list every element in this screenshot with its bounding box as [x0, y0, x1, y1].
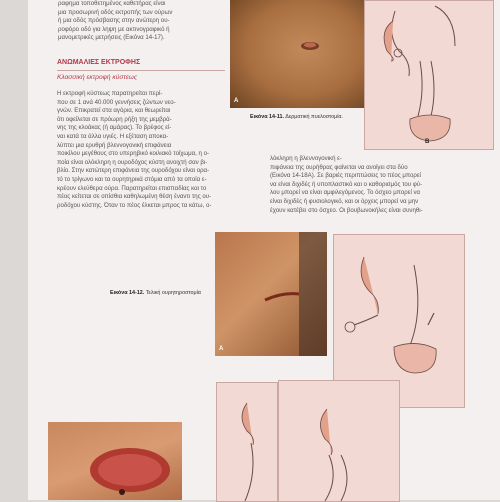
- exstrophy-illustration: [48, 422, 182, 500]
- text-line: ή μια οδός πρόσβασης στην ανώτερη ου-: [58, 17, 170, 25]
- subsection-title: Κλασσική εκτροφή κύστεως: [57, 74, 138, 81]
- text-line: τό το τρίγωνο και τα ουρητηρικά στόμια από τα οποία ε-: [57, 175, 207, 183]
- urinary-diagram: [279, 381, 399, 501]
- text-line: (Εικόνα 14-18Α). Σε βαριές περιπτώσεις το πέος μπορεί: [270, 172, 421, 180]
- photo-letter: A: [234, 98, 239, 104]
- caption-label: Εικόνα 14-12.: [110, 290, 145, 296]
- text-line: γνών. Επικρατεί στα αγόρια, και θεωρείται: [57, 107, 171, 115]
- text-line: να είναι διχιδές ή υποπλαστικό και ο καθορισμός του φύ-: [270, 180, 423, 188]
- text-line: κρέουν ελεύθερα ούρα. Παρατηρείται επισπαδίας και το: [57, 184, 207, 192]
- text-line: ροδόχου κύστης. Όταν το πέος έλκεται μπρος τα κάτω, ο-: [57, 201, 212, 209]
- text-line: βλίο. Στην κατώτερη επιφάνεια της ουροδόχου είναι ορα-: [57, 167, 210, 175]
- stoma-illustration: [215, 232, 327, 356]
- text-line: λύπτει μια ερυθρή βλεννογονική επιφάνεια: [57, 141, 172, 149]
- text-line: πέος κείτεται σε οπίσθια καθηλωμένη θέση έναντι της ου-: [57, 193, 212, 201]
- figure-13-diagram-b: [278, 380, 400, 502]
- caption-text: Τελική ουρητηροστομία: [145, 290, 201, 296]
- caption-text: Δερματική πυελοστομία.: [285, 114, 344, 120]
- text-line: είναι διχιδές ή φυσιολογικό, και οι όρχεις μπορεί να μην: [270, 197, 419, 205]
- figure-11-caption: [250, 114, 343, 120]
- text-line: ροφόρο οδό για ληψη με ακτινογραφικό ή: [58, 25, 170, 33]
- text-line: πιφάνεια της ουρήθρας φαίνεται να ανοίγει στα δύο: [270, 163, 408, 171]
- body-paragraph-right: [270, 155, 500, 215]
- text-line: Η εκτροφή κύστεως παρατηρείται περί-: [57, 90, 163, 97]
- figure-12-photo: [215, 232, 327, 356]
- text-line: ότι οφείλεται σε πρόωρη ρήξη της μεμβρά-: [57, 115, 172, 123]
- text-line: ραφημα τοποθετημένος καθετήρας είναι: [58, 0, 166, 7]
- text-line: ποικίλου μεγέθους στο υπερηβικό κοιλιακό τοίχωμα, η ο-: [57, 150, 210, 158]
- figure-13-diagram-a: [216, 382, 278, 502]
- intro-paragraph: [58, 0, 228, 43]
- figure-11-photo: [230, 0, 365, 108]
- section-divider: [57, 70, 225, 71]
- photo-letter: A: [219, 346, 224, 352]
- text-line: νης της κλοάκας (ή αμάρας). Το βρέφος εί-: [57, 124, 172, 132]
- figure-12-caption: [110, 290, 201, 296]
- text-line: μανομετρικές μετρήσεις (Εικόνα 14-17).: [58, 34, 165, 42]
- book-page: [28, 0, 500, 500]
- urinary-diagram: [217, 383, 277, 501]
- text-line: μια προσωρινή οδός εκτροπής των ούρων: [58, 8, 173, 16]
- figure-11-diagram: [364, 0, 494, 150]
- section-title: ΑΝΩΜΑΛΙΕΣ ΕΚΤΡΟΦΗΣ: [57, 59, 141, 66]
- text-line: λόκληρη η βλεννογονική ε-: [270, 155, 342, 162]
- diagram-letter: B: [425, 139, 430, 145]
- text-line: που σε 1 ανά 40.000 γεννήσεις ζώντων νεο-: [57, 98, 176, 106]
- caption-label: Εικόνα 14-11.: [250, 114, 285, 120]
- stoma-illustration: [230, 0, 365, 108]
- text-line: έχουν κατέβει στο όσχεο. Οι βουβωνοκήλες είναι συνηθι-: [270, 206, 423, 214]
- text-line: λου μπορεί να είναι αμφιλεγόμενος. Το όσχεο μπορεί να: [270, 189, 421, 197]
- urinary-diagram: [365, 1, 493, 149]
- text-line: ναι κατά τα άλλα υγιές. Η εξέταση αποκα-: [57, 132, 169, 140]
- text-line: ποία είναι ολόκληρη η ουροδόχος κύστη ανοιχτή σαν βι-: [57, 158, 208, 166]
- figure-13-photo: [48, 422, 182, 500]
